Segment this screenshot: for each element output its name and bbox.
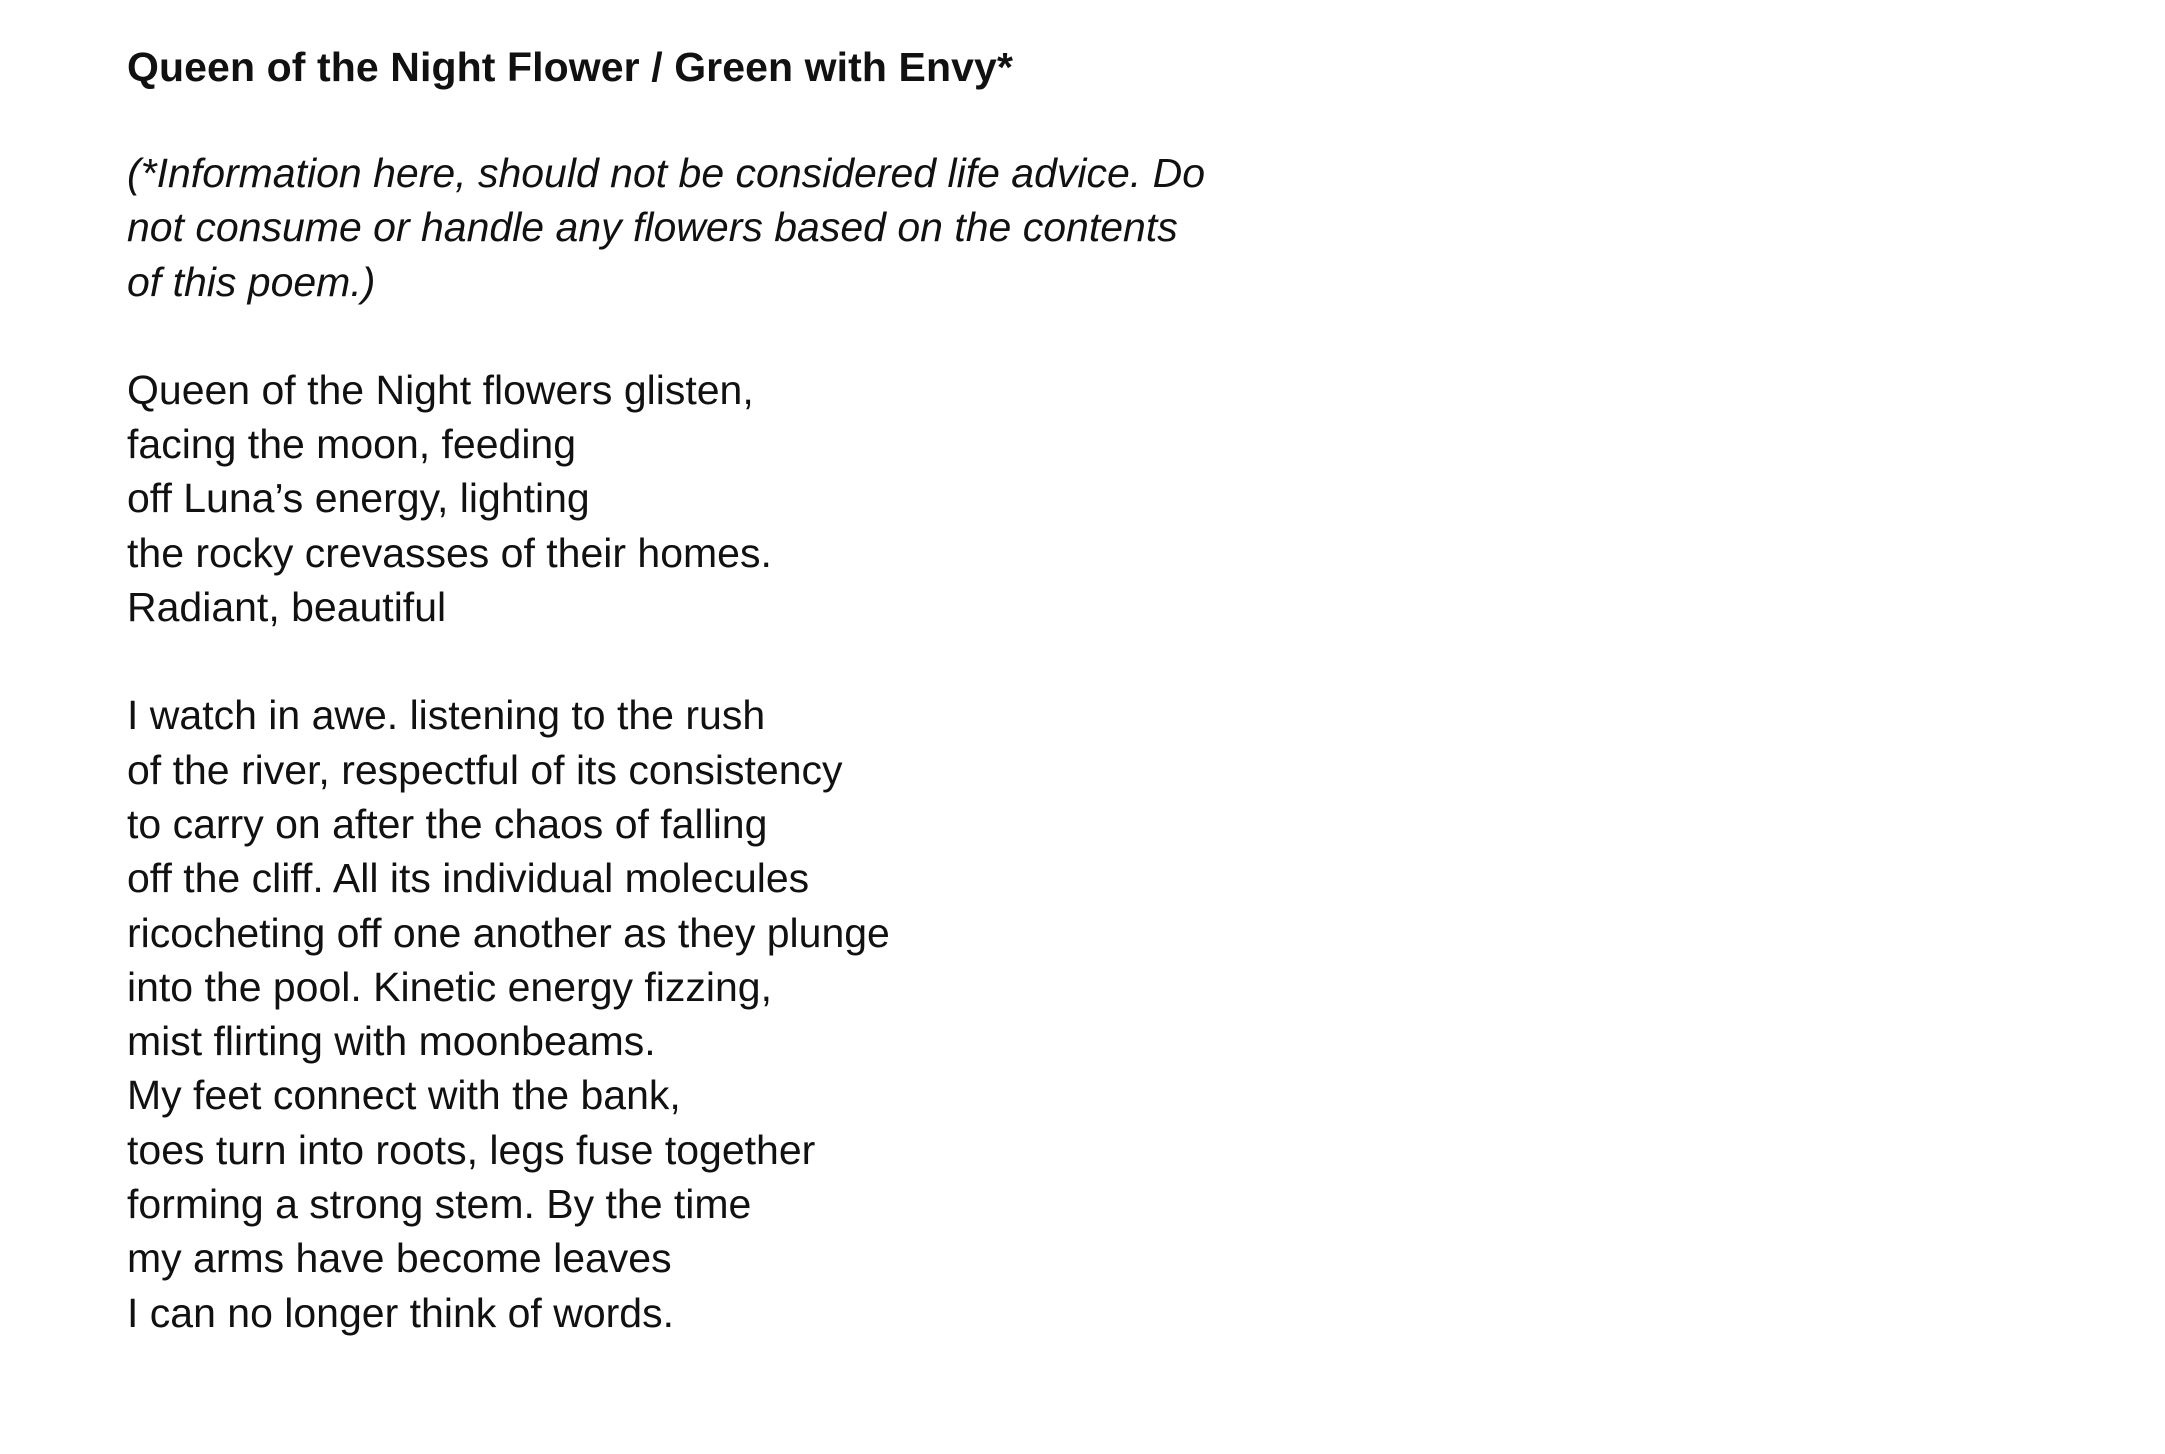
- poem-line: I watch in awe. listening to the rush: [127, 692, 766, 739]
- poem-line: I can no longer think of words.: [127, 1289, 674, 1336]
- poem-line: Radiant, beautiful: [127, 584, 447, 631]
- poem-line: Queen of the Night flowers glisten,: [127, 366, 754, 413]
- poem-line: ricocheting off one another as they plunge: [127, 909, 890, 956]
- disclaimer: [127, 146, 1427, 309]
- poem-line: mist flirting with moonbeams.: [127, 1018, 656, 1065]
- stanza-2: [127, 688, 1427, 1340]
- poem-line: off the cliff. All its individual molecules: [127, 855, 810, 902]
- poem-line: the rocky crevasses of their homes.: [127, 529, 772, 576]
- poem-line: into the pool. Kinetic energy fizzing,: [127, 963, 772, 1010]
- disclaimer-line: of this poem.): [127, 258, 376, 305]
- stanza-1: [127, 363, 1427, 634]
- disclaimer-line: not consume or handle any flowers based on the contents: [127, 204, 1178, 251]
- disclaimer-line: (*Information here, should not be considered life advice. Do: [127, 150, 1206, 196]
- poem-document: [127, 38, 1427, 1340]
- poem-title: Queen of the Night Flower / Green with Envy*: [127, 44, 1013, 90]
- poem-line: facing the moon, feeding: [127, 421, 577, 468]
- poem-line: forming a strong stem. By the time: [127, 1181, 752, 1228]
- poem-line: My feet connect with the bank,: [127, 1072, 681, 1119]
- poem-line: toes turn into roots, legs fuse together: [127, 1126, 816, 1173]
- poem-line: off Luna’s energy, lighting: [127, 475, 590, 522]
- poem-line: to carry on after the chaos of falling: [127, 800, 768, 847]
- poem-line: of the river, respectful of its consistency: [127, 746, 843, 793]
- poem-line: my arms have become leaves: [127, 1235, 672, 1282]
